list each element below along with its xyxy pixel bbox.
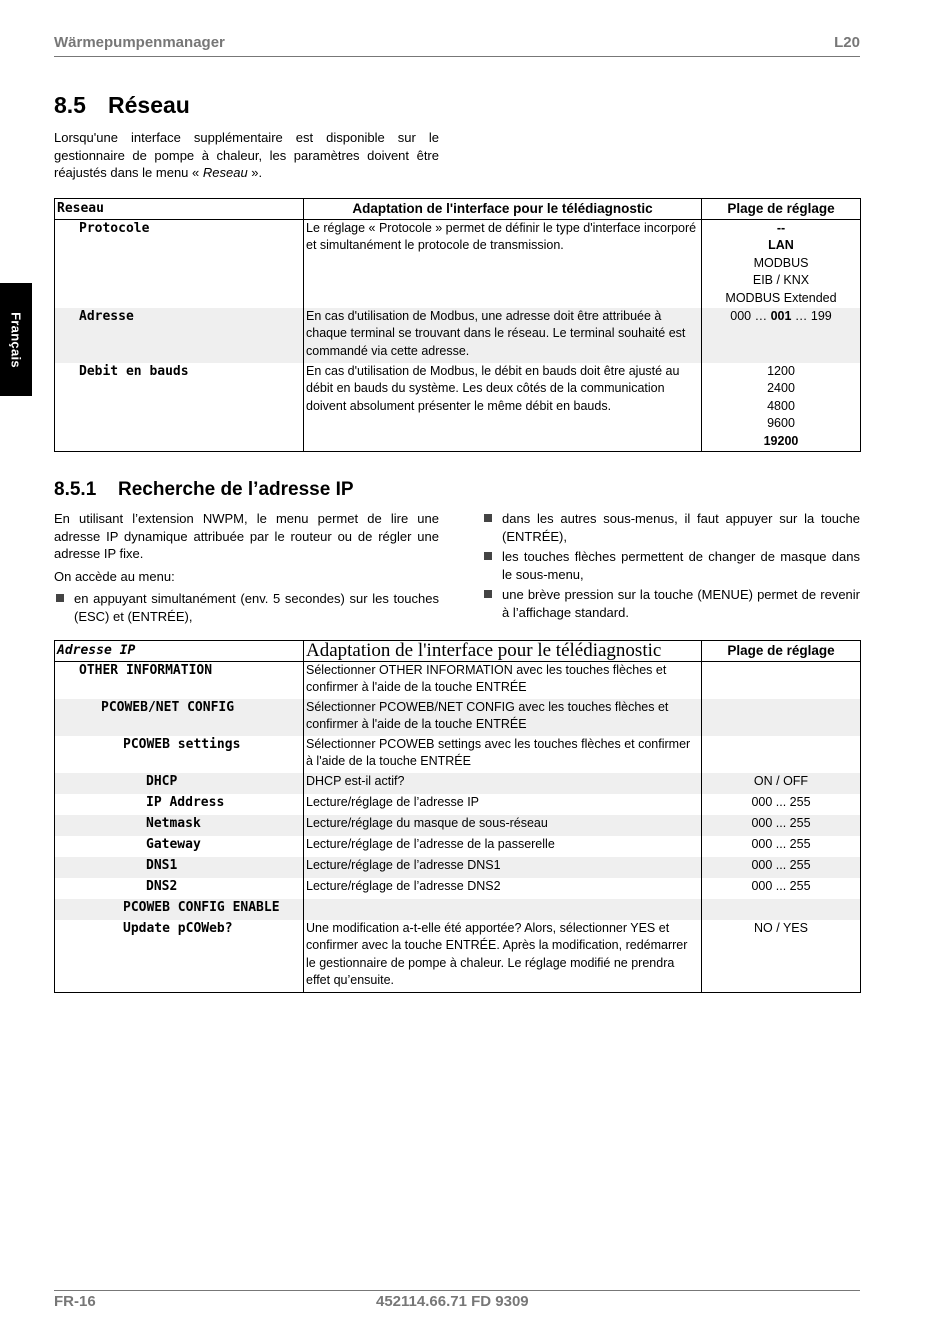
- list-item-text: les touches flèches permettent de changer de masque dans le sous-menu,: [502, 549, 860, 582]
- table-header-range: Plage de réglage: [702, 641, 861, 662]
- list-item: [482, 548, 860, 583]
- row-range: [702, 308, 861, 363]
- list-item: [54, 590, 439, 625]
- range-value: EIB / KNX: [752, 273, 810, 287]
- table-row: [55, 794, 861, 815]
- row-description: Le réglage « Protocole » permet de définir le type d'interface incorporé et simultanément le protocole de transmission.: [304, 219, 702, 308]
- language-tab-label: Français: [8, 311, 24, 368]
- menu-item: DNS2: [55, 878, 304, 899]
- menu-item: Adresse: [55, 308, 304, 363]
- section-number: 8.5: [54, 92, 86, 118]
- row-description: DHCP est-il actif?: [304, 773, 702, 794]
- header-title: Wärmepumpenmanager: [54, 34, 225, 51]
- square-bullet-icon: [484, 552, 492, 560]
- table-row: [55, 857, 861, 878]
- row-description: Lecture/réglage de l’adresse de la passerelle: [304, 836, 702, 857]
- document-number: 452114.66.71 FD 9309: [376, 1293, 529, 1310]
- range-value: 2400: [767, 381, 795, 395]
- menu-item: PCOWEB settings: [55, 736, 304, 773]
- page-header: [54, 32, 860, 57]
- table-header-menu-text: Adresse IP: [57, 643, 136, 658]
- table-row: [55, 661, 861, 699]
- square-bullet-icon: [484, 590, 492, 598]
- row-range: 000 ... 255: [702, 878, 861, 899]
- table-row: [55, 815, 861, 836]
- page-footer: [54, 1290, 860, 1315]
- left-column: [54, 510, 439, 628]
- range-default: 001: [770, 308, 792, 323]
- menu-item: Protocole: [55, 219, 304, 308]
- menu-item: Debit en bauds: [55, 363, 304, 452]
- row-range: 000 ... 255: [702, 794, 861, 815]
- intro-text-end: ».: [247, 165, 263, 180]
- menu-item: PCOWEB CONFIG ENABLE: [55, 899, 304, 920]
- row-range: [702, 899, 861, 920]
- row-range: 000 ... 255: [702, 857, 861, 878]
- row-description: Lecture/réglage de l’adresse IP: [304, 794, 702, 815]
- table-row: [55, 899, 861, 920]
- row-range: 000 ... 255: [702, 815, 861, 836]
- range-value: 9600: [767, 416, 795, 430]
- page-number: FR-16: [54, 1293, 96, 1310]
- row-description: Sélectionner PCOWEB/NET CONFIG avec les touches flèches et confirmer à l'aide de la touche ENTRÉE: [304, 699, 702, 736]
- section-number: 8.5.1: [54, 479, 97, 500]
- section-heading-85: [54, 92, 190, 119]
- range-value: MODBUS Extended: [725, 290, 837, 305]
- table-row: [55, 308, 861, 363]
- row-description: En cas d'utilisation de Modbus, une adresse doit être attribuée à chaque terminal se trouvant dans le réseau. Le terminal souhaité est commandé via cette adresse.: [304, 308, 702, 363]
- square-bullet-icon: [484, 514, 492, 522]
- list-item-text: une brève pression sur la touche (MENUE) permet de revenir à l’affichage standard.: [502, 587, 860, 620]
- section-title: Réseau: [108, 92, 190, 118]
- right-column: [482, 510, 860, 624]
- table-row: [55, 836, 861, 857]
- range-value: --: [776, 220, 786, 235]
- row-range: ON / OFF: [702, 773, 861, 794]
- adresse-ip-table: [54, 640, 861, 993]
- row-range: [702, 661, 861, 699]
- table-header-menu: [55, 641, 304, 662]
- range-value: LAN: [768, 238, 794, 252]
- table-row: [55, 363, 861, 452]
- row-range: [702, 736, 861, 773]
- square-bullet-icon: [56, 594, 64, 602]
- row-description: [304, 899, 702, 920]
- menu-item: Gateway: [55, 836, 304, 857]
- table-header-desc: Adaptation de l'interface pour le télédiagnostic: [304, 199, 702, 220]
- menu-item: IP Address: [55, 794, 304, 815]
- row-description: Sélectionner OTHER INFORMATION avec les touches flèches et confirmer à l'aide de la touche ENTRÉE: [304, 661, 702, 699]
- table-row: [55, 736, 861, 773]
- row-description: En cas d'utilisation de Modbus, le débit en bauds doit être ajusté au débit en bauds du système. Les deux côtés de la communication doivent absolument présenter le même débit en bauds.: [304, 363, 702, 452]
- table-header-desc: Adaptation de l'interface pour le télédiagnostic: [304, 641, 702, 662]
- row-description: Lecture/réglage de l’adresse DNS2: [304, 878, 702, 899]
- menu-item: DNS1: [55, 857, 304, 878]
- range-value: 1200: [767, 363, 795, 378]
- menu-item: DHCP: [55, 773, 304, 794]
- bullet-list: [54, 590, 439, 625]
- table-row: [55, 699, 861, 736]
- menu-item: Netmask: [55, 815, 304, 836]
- table-header-row: [55, 199, 861, 220]
- table-header-menu: Reseau: [55, 199, 304, 220]
- header-model: L20: [834, 34, 860, 51]
- bullet-list: [482, 510, 860, 621]
- row-range: NO / YES: [702, 920, 861, 993]
- reseau-table: [54, 198, 861, 452]
- range-value: 000 …: [730, 308, 771, 323]
- table-header-row: [55, 641, 861, 662]
- range-value: MODBUS: [753, 255, 809, 270]
- range-value: 4800: [767, 398, 795, 413]
- row-range: 000 ... 255: [702, 836, 861, 857]
- section-title: Recherche de l’adresse IP: [118, 479, 354, 500]
- table-row: [55, 920, 861, 993]
- row-range: [702, 219, 861, 308]
- language-tab: [0, 283, 32, 396]
- table-row: [55, 219, 861, 308]
- list-item-text: en appuyant simultanément (env. 5 secondes) sur les touches (ESC) et (ENTRÉE),: [74, 591, 439, 624]
- table-header-range: Plage de réglage: [702, 199, 861, 220]
- paragraph: En utilisant l’extension NWPM, le menu permet de lire une adresse IP dynamique attribuée par le routeur ou de régler une adresse IP fixe.: [54, 511, 439, 561]
- list-item: [482, 586, 860, 621]
- table-row: [55, 773, 861, 794]
- row-description: Lecture/réglage de l’adresse DNS1: [304, 857, 702, 878]
- menu-item: OTHER INFORMATION: [55, 661, 304, 699]
- paragraph: On accède au menu:: [54, 568, 175, 584]
- intro-menu-name: Reseau: [202, 165, 248, 180]
- row-range: [702, 699, 861, 736]
- menu-item: Update pCOWeb?: [55, 920, 304, 993]
- intro-paragraph: [54, 129, 439, 182]
- list-item-text: dans les autres sous-menus, il faut appuyer sur la touche (ENTRÉE),: [502, 511, 860, 544]
- table-row: [55, 878, 861, 899]
- row-description: Lecture/réglage du masque de sous-réseau: [304, 815, 702, 836]
- range-value: 19200: [763, 433, 799, 448]
- row-description: Sélectionner PCOWEB settings avec les touches flèches et confirmer à l'aide de la touche ENTRÉE: [304, 736, 702, 773]
- menu-item: PCOWEB/NET CONFIG: [55, 699, 304, 736]
- row-range: [702, 363, 861, 452]
- list-item: [482, 510, 860, 545]
- section-heading-851: [54, 479, 354, 501]
- intro-text: Lorsqu'une interface supplémentaire est disponible sur le gestionnaire de pompe à chaleur, les paramètres doivent être réajustés dans le menu «: [54, 130, 439, 180]
- range-value: … 199: [791, 308, 832, 323]
- row-description: Une modification a-t-elle été apportée? Alors, sélectionner YES et confirmer avec la touche ENTRÉE. Après la modification, redémarrer le gestionnaire de pompe à chaleur. Le réglage modifié ne prendra effet qu’ensuite.: [304, 920, 702, 993]
